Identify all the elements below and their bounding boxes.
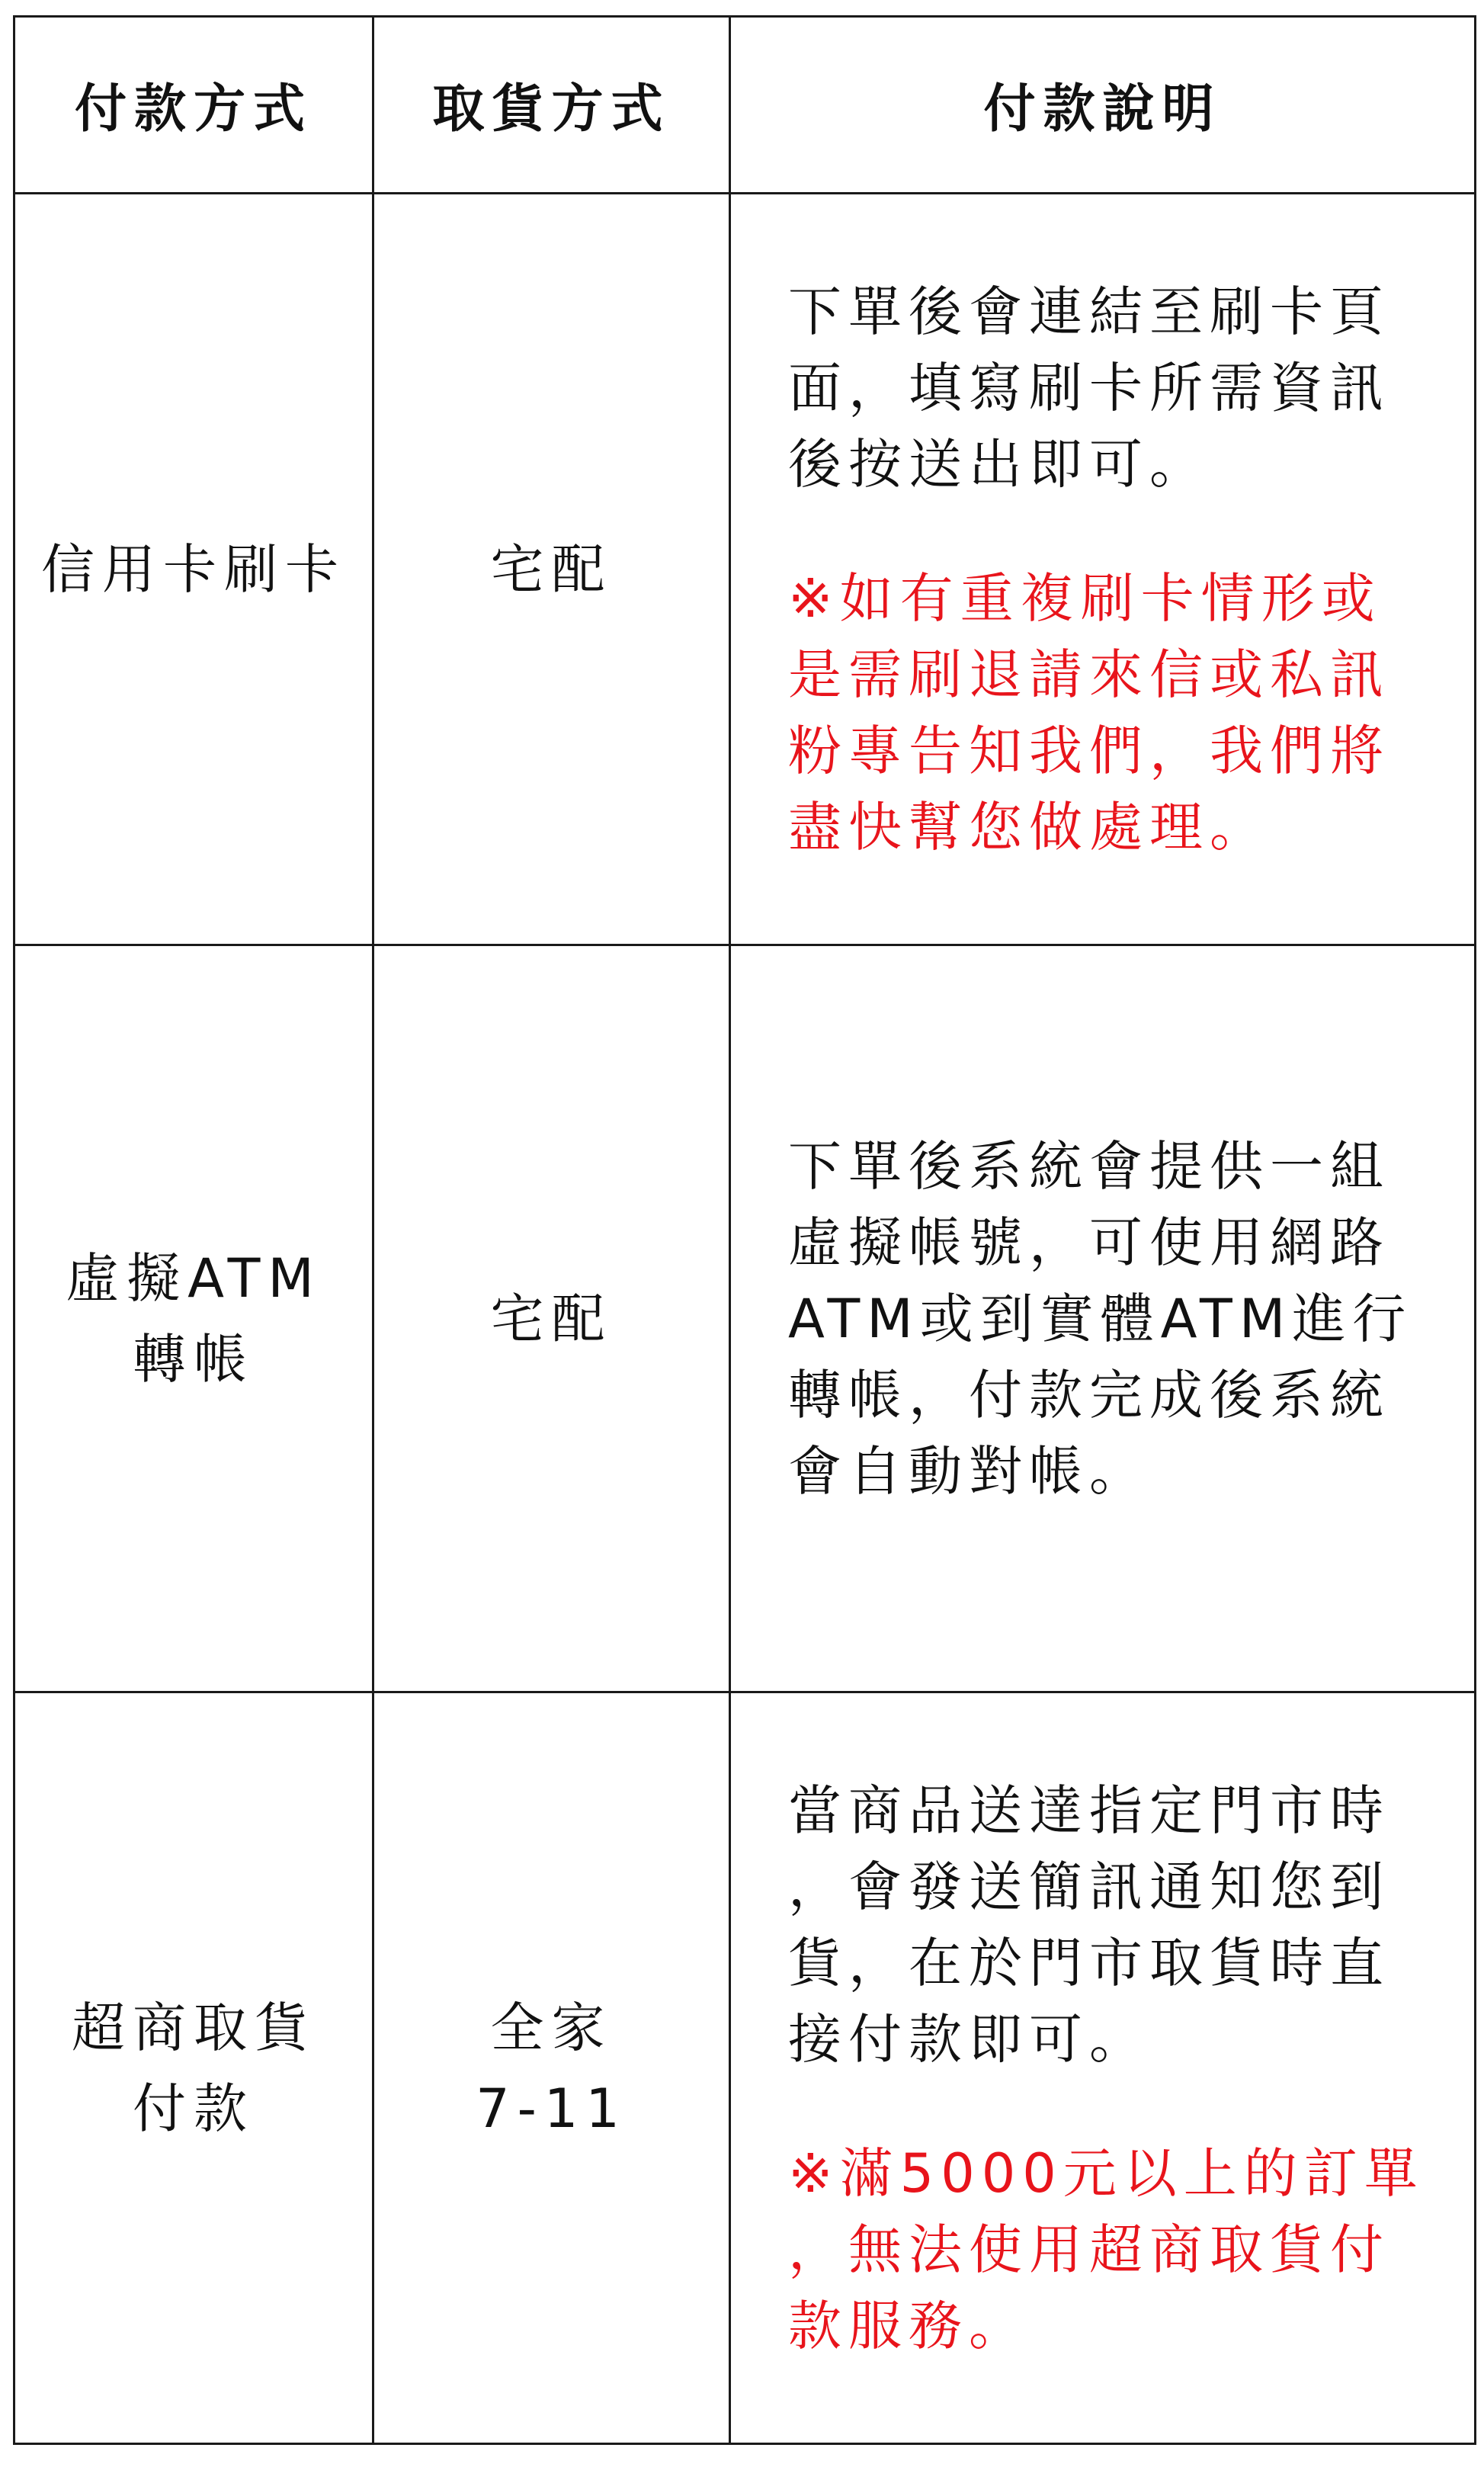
warning-note-line: 是需刷退請來信或私訊 xyxy=(788,643,1390,706)
pickup-method-text: 全家 xyxy=(490,1996,613,2059)
payment-method-cell xyxy=(14,194,373,945)
warning-note-line: ，無法使用超商取貨付 xyxy=(788,2218,1390,2281)
description-line: ，會發送簡訊通知您到 xyxy=(788,1855,1390,1918)
pickup-method-cell xyxy=(373,194,730,945)
payment-methods-table xyxy=(13,15,1476,2445)
warning-note-line: ※如有重複刷卡情形或 xyxy=(788,566,1382,630)
warning-note-line: 粉專告知我們，我們將 xyxy=(788,719,1390,782)
payment-method-text: 超商取貨 xyxy=(72,1996,316,2059)
header-payment-description: 付款說明 xyxy=(730,17,1476,194)
pickup-method-cell xyxy=(373,1692,730,2444)
payment-description-cell xyxy=(730,1692,1476,2444)
table-header-row xyxy=(14,17,1476,194)
description-line: 轉帳，付款完成後系統 xyxy=(788,1363,1390,1426)
description-line: 後按送出即可。 xyxy=(788,432,1210,496)
pickup-method-text: 宅配 xyxy=(490,1287,613,1350)
description-line: 虛擬帳號，可使用網路 xyxy=(788,1211,1390,1274)
description-line: 下單後會連結至刷卡頁 xyxy=(788,280,1390,343)
payment-description-cell xyxy=(730,945,1476,1692)
table-row xyxy=(14,945,1476,1692)
table-row xyxy=(14,194,1476,945)
description-line: 會自動對帳。 xyxy=(788,1439,1149,1503)
warning-note-line: ※滿5000元以上的訂單 xyxy=(788,2141,1425,2205)
description-line: 下單後系統會提供一組 xyxy=(788,1134,1390,1198)
header-payment-method: 付款方式 xyxy=(14,17,373,194)
header-pickup-method: 取貨方式 xyxy=(373,17,730,194)
pickup-method-cell xyxy=(373,945,730,1692)
payment-method-cell xyxy=(14,1692,373,2444)
payment-method-text: 信用卡刷卡 xyxy=(41,537,346,601)
payment-method-text: 轉帳 xyxy=(133,1327,255,1391)
description-line: ATM或到實體ATM進行 xyxy=(788,1287,1413,1350)
pickup-method-text: 宅配 xyxy=(490,537,613,601)
table-row xyxy=(14,1692,1476,2444)
payment-method-text: 虛擬ATM xyxy=(66,1246,322,1310)
pickup-method-text: 7-11 xyxy=(476,2077,627,2140)
description-line: 接付款即可。 xyxy=(788,2007,1149,2071)
payment-method-text: 付款 xyxy=(133,2077,255,2140)
description-line: 當商品送達指定門市時 xyxy=(788,1779,1390,1842)
payment-method-cell xyxy=(14,945,373,1692)
description-line: 面，填寫刷卡所需資訊 xyxy=(788,356,1390,419)
description-line: 貨，在於門市取貨時直 xyxy=(788,1931,1390,1994)
payment-description-cell xyxy=(730,194,1476,945)
warning-note-line: 盡快幫您做處理。 xyxy=(788,795,1270,858)
warning-note-line: 款服務。 xyxy=(788,2294,1029,2357)
